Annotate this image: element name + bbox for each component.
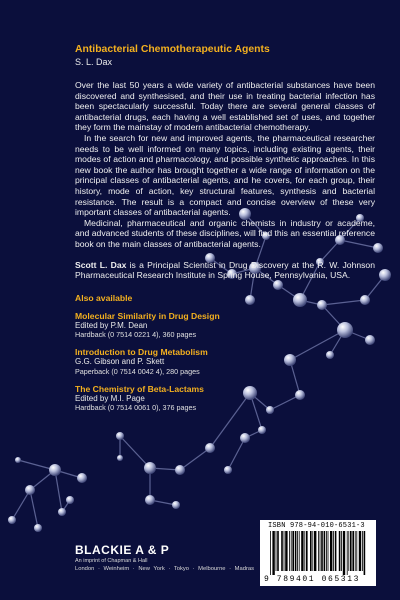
molecule-atom: [34, 524, 42, 532]
author-bio-text: is a Principal Scientist in Drug Discovery at the R. W. Johnson Pharmaceutical Research Institute in Spring House, Pennsylvania, USA.: [75, 259, 375, 281]
publisher-logo: BLACKIE A & P: [75, 543, 170, 557]
related-book: [75, 347, 375, 376]
related-book: [75, 311, 375, 340]
molecule-atom: [172, 501, 180, 509]
isbn-digits: 9 789401 065313: [264, 575, 361, 584]
related-book: [75, 384, 375, 413]
molecule-atom: [144, 462, 156, 474]
author-bio: [75, 260, 375, 281]
related-book-title: The Chemistry of Beta-Lactams: [75, 383, 204, 394]
publisher-imprint: An imprint of Chapman & Hall: [75, 558, 148, 564]
book-description: [75, 80, 375, 250]
description-paragraph: Medicinal, pharmaceutical and organic chemists in industry or academe, and advanced students of these disciplines, will find this an essential reference book on the main classes of antibacterial agents.: [75, 217, 375, 249]
molecule-atom: [77, 473, 87, 483]
molecule-atom: [224, 466, 232, 474]
publisher-cities: London · Weinheim · New York · Tokyo · Melbourne · Madras: [75, 566, 255, 572]
molecule-atom: [240, 433, 250, 443]
molecule-atom: [205, 443, 215, 453]
content-column: [75, 44, 375, 412]
related-book-details: Hardback (0 7514 0061 0), 376 pages: [75, 403, 197, 413]
molecule-atom: [175, 465, 185, 475]
molecule-atom: [25, 485, 35, 495]
also-available-heading: Also available: [75, 292, 133, 303]
molecule-atom: [117, 455, 123, 461]
molecule-atom: [145, 495, 155, 505]
barcode-icon: [268, 531, 368, 575]
description-paragraph: In the search for new and improved agents, the pharmaceutical researcher needs to be well informed on many topics, including existing agents, their modes of action and pharmacology, and possible synthetic approaches. In this new book the author has brought together a wide range of information on the principal classes of antibacterial agents, and he covers, for each group, their history, mode of action, key structural features, synthesis and bacterial resistance. The result is a compact and concise overview of these very important classes of antibacterial agents.: [75, 132, 375, 218]
related-book-editor: G.G. Gibson and P. Skett: [75, 357, 165, 367]
related-book-details: Paperback (0 7514 0042 4), 280 pages: [75, 366, 200, 376]
book-title: Antibacterial Chemotherapeutic Agents: [75, 44, 270, 55]
description-paragraph: Over the last 50 years a wide variety of antibacterial substances have been discovered and synthesised, and their use in treating bacterial infection has been spectacularly successful. Today there are several general classes of antibacterial drugs, each having a well established set of uses, and together they form the mainstay of modern antibacterial chemotherapy.: [75, 80, 375, 133]
isbn-label: ISBN 978-94-010-6531-3: [268, 522, 365, 530]
publisher-block: [75, 543, 254, 572]
molecule-atom: [258, 426, 266, 434]
molecule-atom: [15, 457, 21, 463]
related-book-editor: Edited by M.I. Page: [75, 393, 145, 403]
related-book-title: Molecular Similarity in Drug Design: [75, 310, 220, 321]
molecule-atom: [8, 516, 16, 524]
related-book-details: Hardback (0 7514 0221 4), 360 pages: [75, 330, 197, 340]
molecule-atom: [116, 432, 124, 440]
related-book-title: Introduction to Drug Metabolism: [75, 347, 208, 358]
author-bio-name: Scott L. Dax: [75, 259, 127, 270]
related-book-editor: Edited by P.M. Dean: [75, 320, 148, 330]
molecule-atom: [58, 508, 66, 516]
molecule-atom: [379, 269, 391, 281]
barcode-box: [260, 520, 376, 586]
book-author: S. L. Dax: [75, 57, 113, 67]
molecule-atom: [66, 496, 74, 504]
molecule-atom: [49, 464, 61, 476]
